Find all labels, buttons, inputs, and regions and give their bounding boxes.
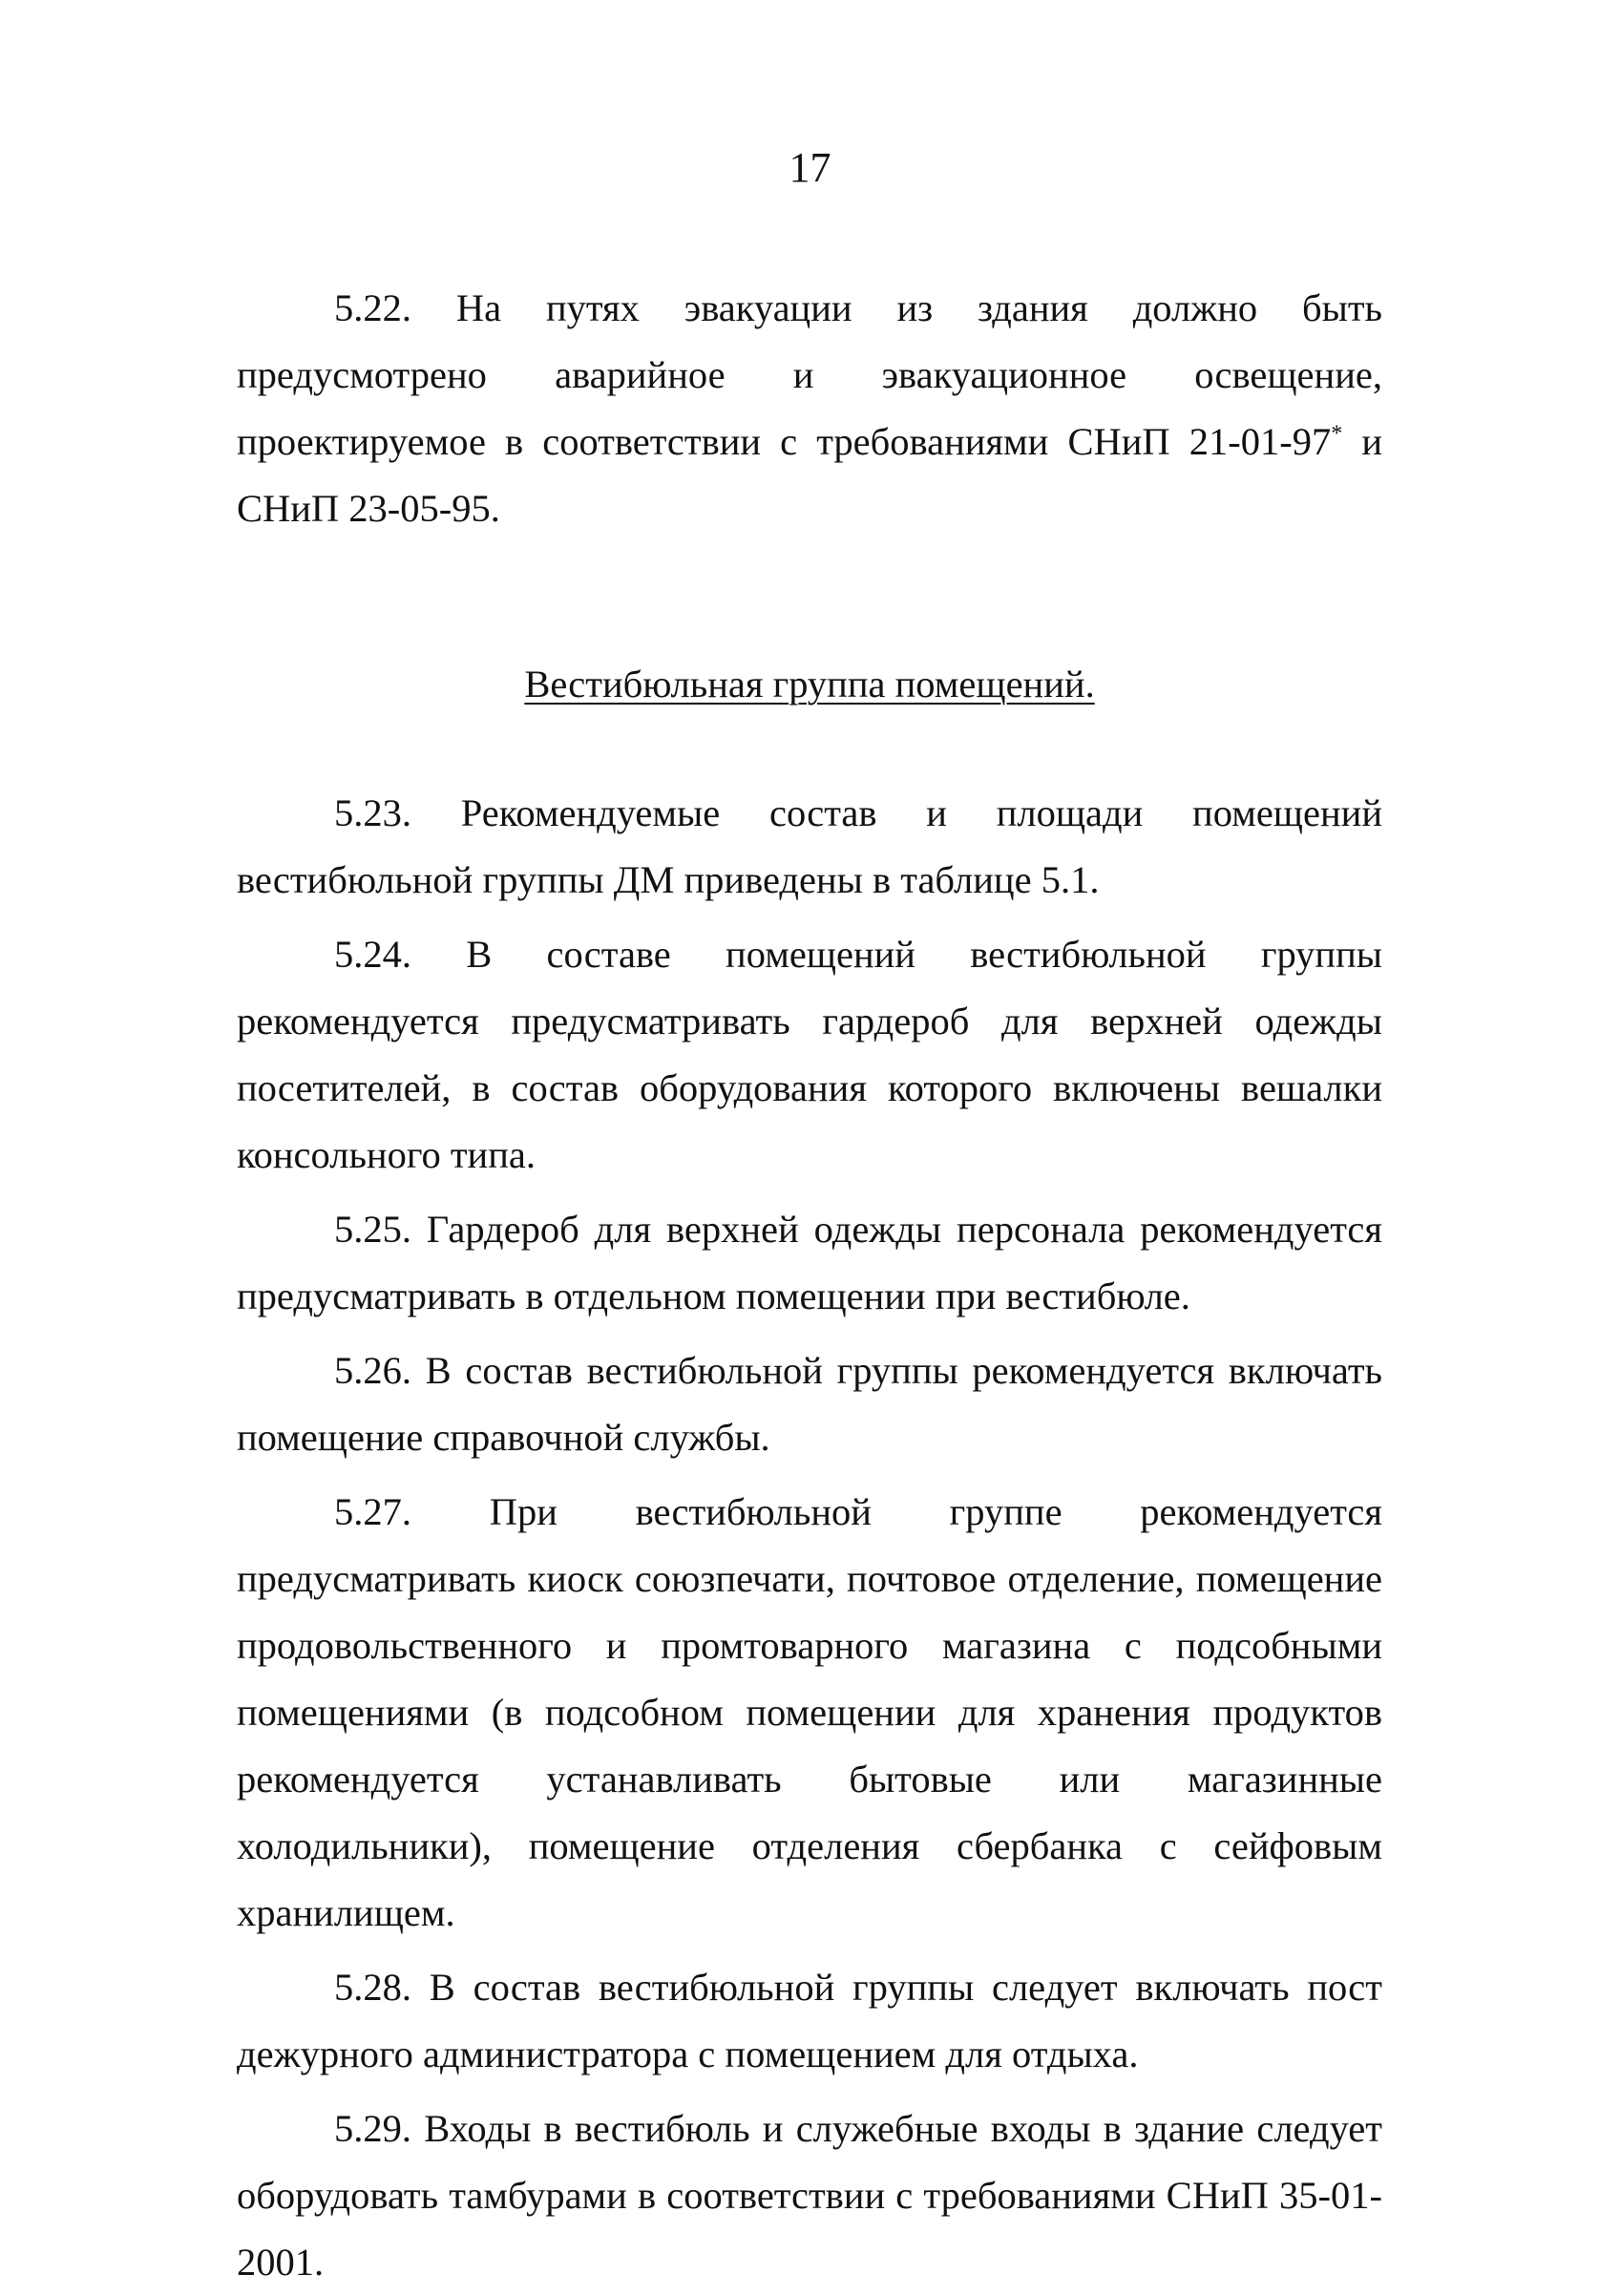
paragraph-5-22-tail: и СНиП 23-05-95. [237,420,1382,530]
page-number: 17 [789,144,831,191]
paragraph-5-22 [237,275,1382,542]
footnote-mark: * [1331,421,1343,447]
paragraph-5-23: 5.23. Рекомендуемые состав и площади помещений вестибюльной группы ДМ приведены в таблице 5.1. [237,791,1382,901]
document-body [237,275,1382,2296]
paragraph-5-25: 5.25. Гардероб для верхней одежды персонала рекомендуется предусматривать в отдельном помещении при вестибюле. [237,1208,1382,1317]
paragraph-5-24: 5.24. В составе помещений вестибюльной группы рекомендуется предусматривать гардероб для верхней одежды посетителей, в состав оборудования которого включены вешалки консольного типа. [237,933,1382,1176]
paragraph-5-28: 5.28. В состав вестибюльной группы следует включать пост дежурного администратора с помещением для отдыха. [237,1966,1382,2075]
section-heading: Вестибюльная группа помещений. [524,663,1095,706]
paragraph-5-22-text: 5.22. На путях эвакуации из здания должно быть предусмотрено аварийное и эвакуационное освещение, проектируемое в соответствии с требованиями СНиП 21-01-97 [237,286,1382,463]
paragraph-5-27: 5.27. При вестибюльной группе рекомендуется предусматривать киоск союзпечати, почтовое отделение, помещение продовольственного и промтоварного магазина с подсобными помещениями (в подсобном помещении для хранения продуктов рекомендуется устанавливать бытовые или магазинные холодильники), помещение отделения сбербанка с сейфовым хранилищем. [237,1490,1382,1934]
spacer [237,718,1382,780]
spacer [237,542,1382,651]
paragraph-5-26: 5.26. В состав вестибюльной группы рекомендуется включать помещение справочной службы. [237,1349,1382,1459]
paragraph-5-29: 5.29. Входы в вестибюль и служебные входы в здание следует оборудовать тамбурами в соответствии с требованиями СНиП 35-01-2001. [237,2107,1382,2284]
